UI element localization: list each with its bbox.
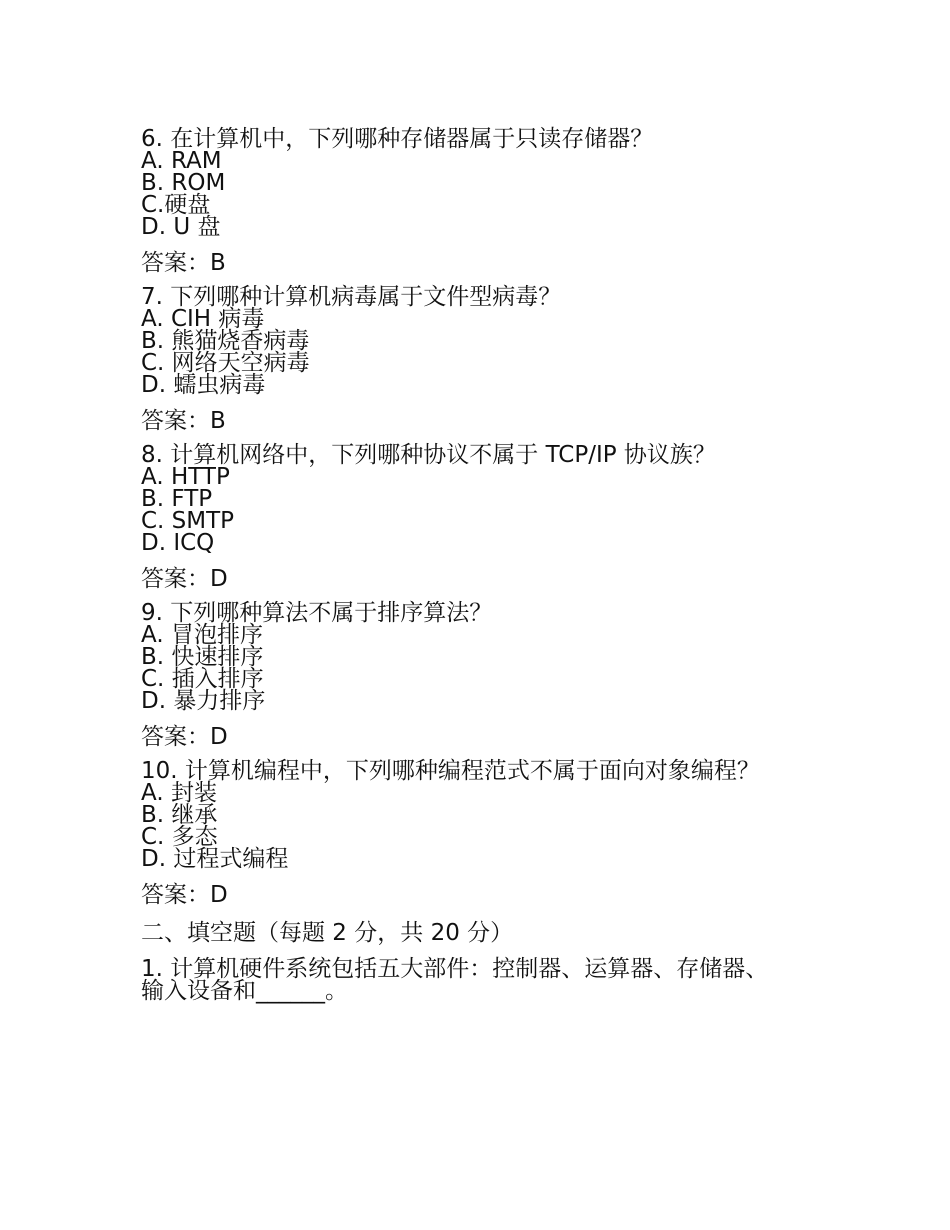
option-d: D. 蠕虫病毒 <box>141 372 266 398</box>
option-a: A. CIH 病毒 <box>141 306 265 332</box>
question-title: 8. 计算机网络中，下列哪种协议不属于 TCP/IP 协议族？ <box>141 442 716 468</box>
question-title: 9. 下列哪种算法不属于排序算法？ <box>141 600 493 626</box>
option-b: B. 继承 <box>141 802 218 828</box>
question-6 <box>141 128 821 278</box>
fill-in-question: 1. 计算机硬件系统包括五大部件：控制器、运算器、存储器、输入设备和______。 <box>141 956 769 1004</box>
option-d: D. 暴力排序 <box>141 688 266 714</box>
option-d: D. ICQ <box>141 530 215 556</box>
answer: 答案：D <box>141 882 228 908</box>
option-c: C.硬盘 <box>141 192 211 218</box>
option-c: C. SMTP <box>141 508 235 534</box>
question-9 <box>141 602 821 752</box>
question-title: 6. 在计算机中，下列哪种存储器属于只读存储器？ <box>141 126 654 152</box>
option-b: B. FTP <box>141 486 213 512</box>
option-c: C. 网络天空病毒 <box>141 350 310 376</box>
answer: 答案：B <box>141 408 226 434</box>
document-page <box>141 128 821 1002</box>
section-heading: 二、填空题（每题 2 分，共 20 分） <box>141 920 514 946</box>
answer: 答案：D <box>141 566 228 592</box>
option-c: C. 插入排序 <box>141 666 264 692</box>
question-7 <box>141 286 821 436</box>
question-10 <box>141 760 821 910</box>
option-b: B. ROM <box>141 170 226 196</box>
question-title: 10. 计算机编程中，下列哪种编程范式不属于面向对象编程？ <box>141 758 760 784</box>
option-b: B. 熊猫烧香病毒 <box>141 328 310 354</box>
option-d: D. U 盘 <box>141 214 221 240</box>
option-a: A. 冒泡排序 <box>141 622 263 648</box>
option-a: A. HTTP <box>141 464 230 490</box>
option-b: B. 快速排序 <box>141 644 264 670</box>
answer: 答案：B <box>141 250 226 276</box>
option-c: C. 多态 <box>141 824 218 850</box>
option-a: A. 封装 <box>141 780 217 806</box>
answer: 答案：D <box>141 724 228 750</box>
question-title: 7. 下列哪种计算机病毒属于文件型病毒？ <box>141 284 562 310</box>
option-d: D. 过程式编程 <box>141 846 289 872</box>
option-a: A. RAM <box>141 148 222 174</box>
question-8 <box>141 444 821 594</box>
